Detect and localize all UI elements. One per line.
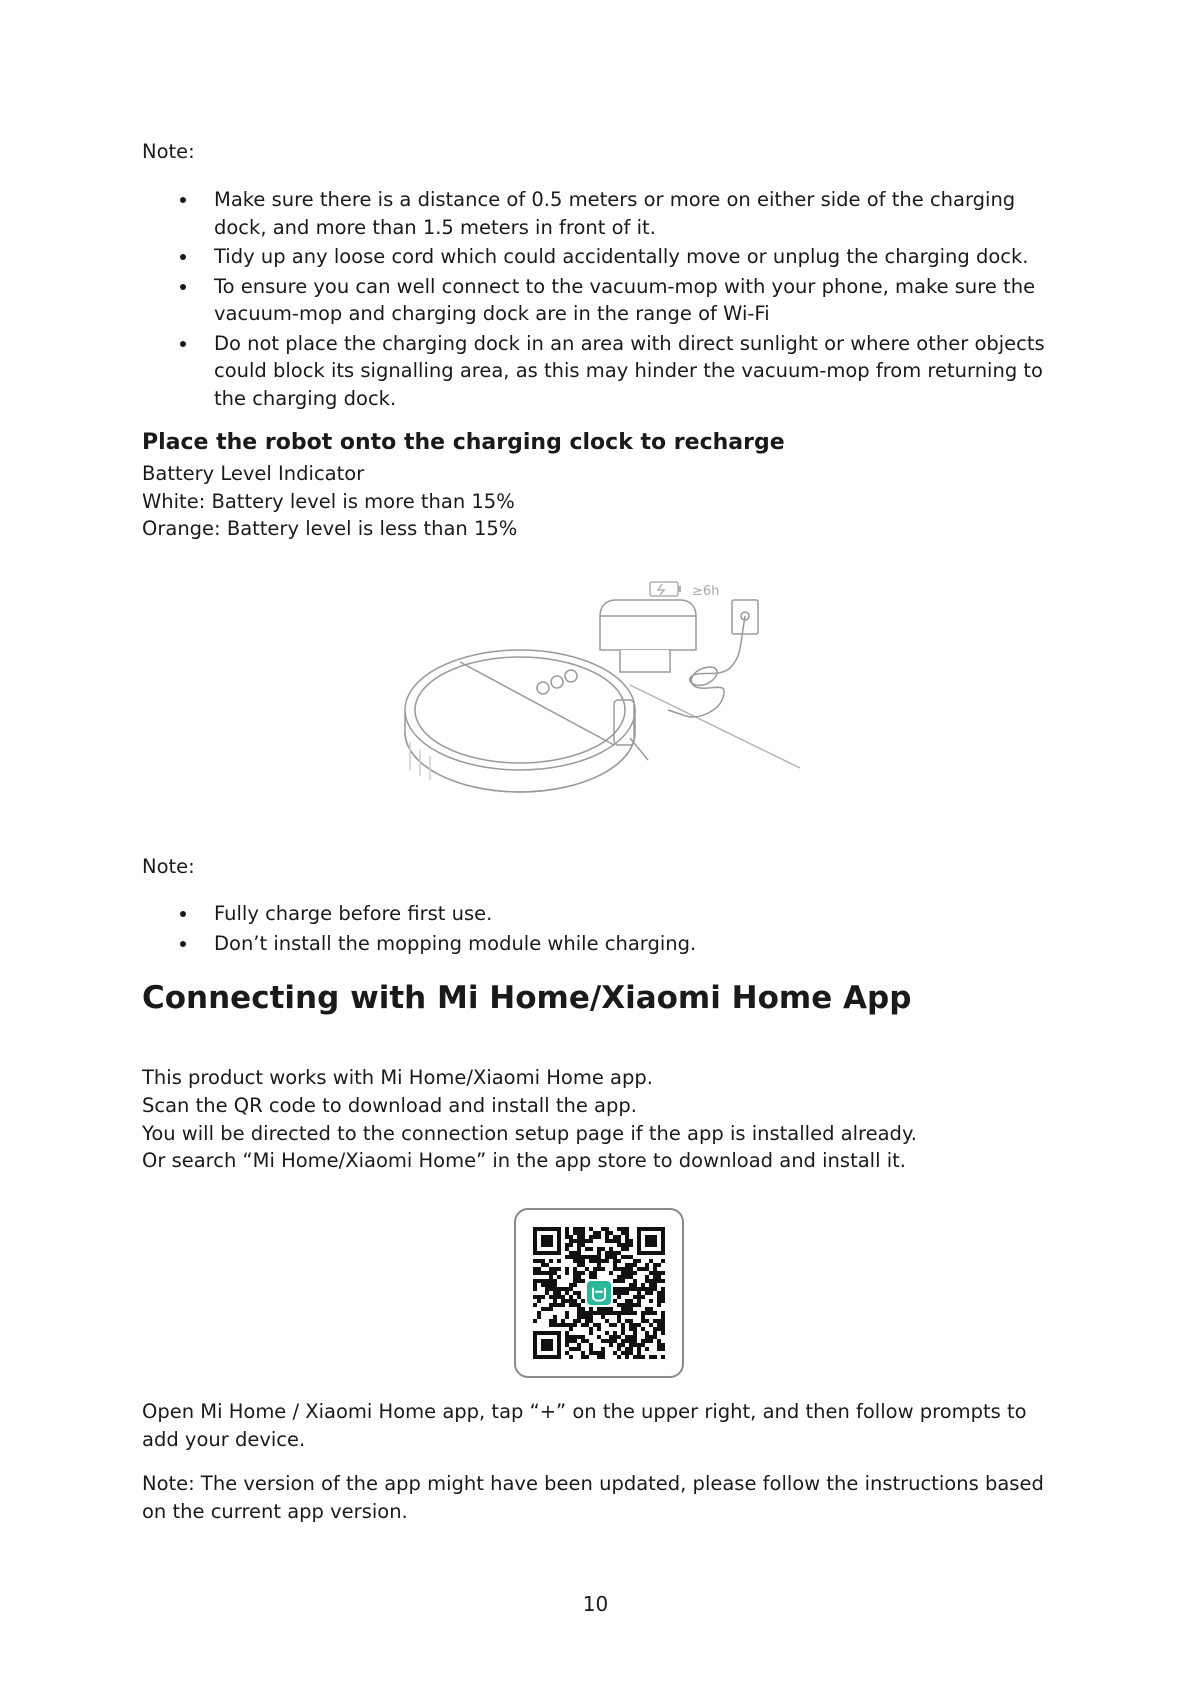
charge-time-label: ≥6h [692,584,720,599]
app-version-note: Note: The version of the app might have been updated, please follow the instructions based on the current app version. [142,1472,1044,1523]
list-item: To ensure you can well connect to the vacuum-mop with your phone, make sure the vacuum-mop and charging dock are in the range of Wi-Fi [142,273,1062,328]
side-brush [630,738,648,760]
battery-icon [650,582,678,596]
charging-heading: Place the robot onto the charging clock to recharge [142,430,785,455]
robot-charging-illustration [400,570,810,832]
note-bullet-list [142,186,1062,414]
battery-white-text: White: Battery level is more than 15% [142,490,515,513]
note-label: Note: [142,140,195,163]
app-line: You will be directed to the connection setup page if the app is installed already. [142,1122,917,1145]
app-line: Scan the QR code to download and install the app. [142,1094,637,1117]
list-item: Do not place the charging dock in an area with direct sunlight or where other objects could block its signalling area, as this may hinder the vacuum-mop from returning to the charging dock. [142,330,1062,413]
list-item: Tidy up any loose cord which could accidentally move or unplug the charging dock. [142,243,1062,271]
bullet-icon [180,197,186,203]
battery-indicator-title: Battery Level Indicator [142,462,365,485]
qr-code-frame [514,1208,684,1378]
robot-vacuum [405,650,635,770]
page-number: 10 [582,1592,609,1616]
bullet-icon [180,911,186,917]
qr-code[interactable] [533,1227,665,1359]
bullet-icon [180,254,186,260]
list-item: Make sure there is a distance of 0.5 meters or more on either side of the charging dock, and more than 1.5 meters in front of it. [142,186,1062,241]
charging-dock [600,600,696,650]
app-instruction: Open Mi Home / Xiaomi Home app, tap “+” on the upper right, and then follow prompts to add your device. [142,1400,1027,1451]
note-bullet-list [142,900,1062,959]
bullet-icon [180,941,186,947]
app-line: Or search “Mi Home/Xiaomi Home” in the app store to download and install it. [142,1149,906,1172]
list-item: Don’t install the mopping module while charging. [142,930,1062,958]
battery-orange-text: Orange: Battery level is less than 15% [142,517,518,540]
list-item: Fully charge before first use. [142,900,1062,928]
app-section-heading: Connecting with Mi Home/Xiaomi Home App [142,980,912,1016]
note-label: Note: [142,855,195,878]
bullet-icon [180,284,186,290]
app-line: This product works with Mi Home/Xiaomi Home app. [142,1066,653,1089]
bullet-icon [180,341,186,347]
